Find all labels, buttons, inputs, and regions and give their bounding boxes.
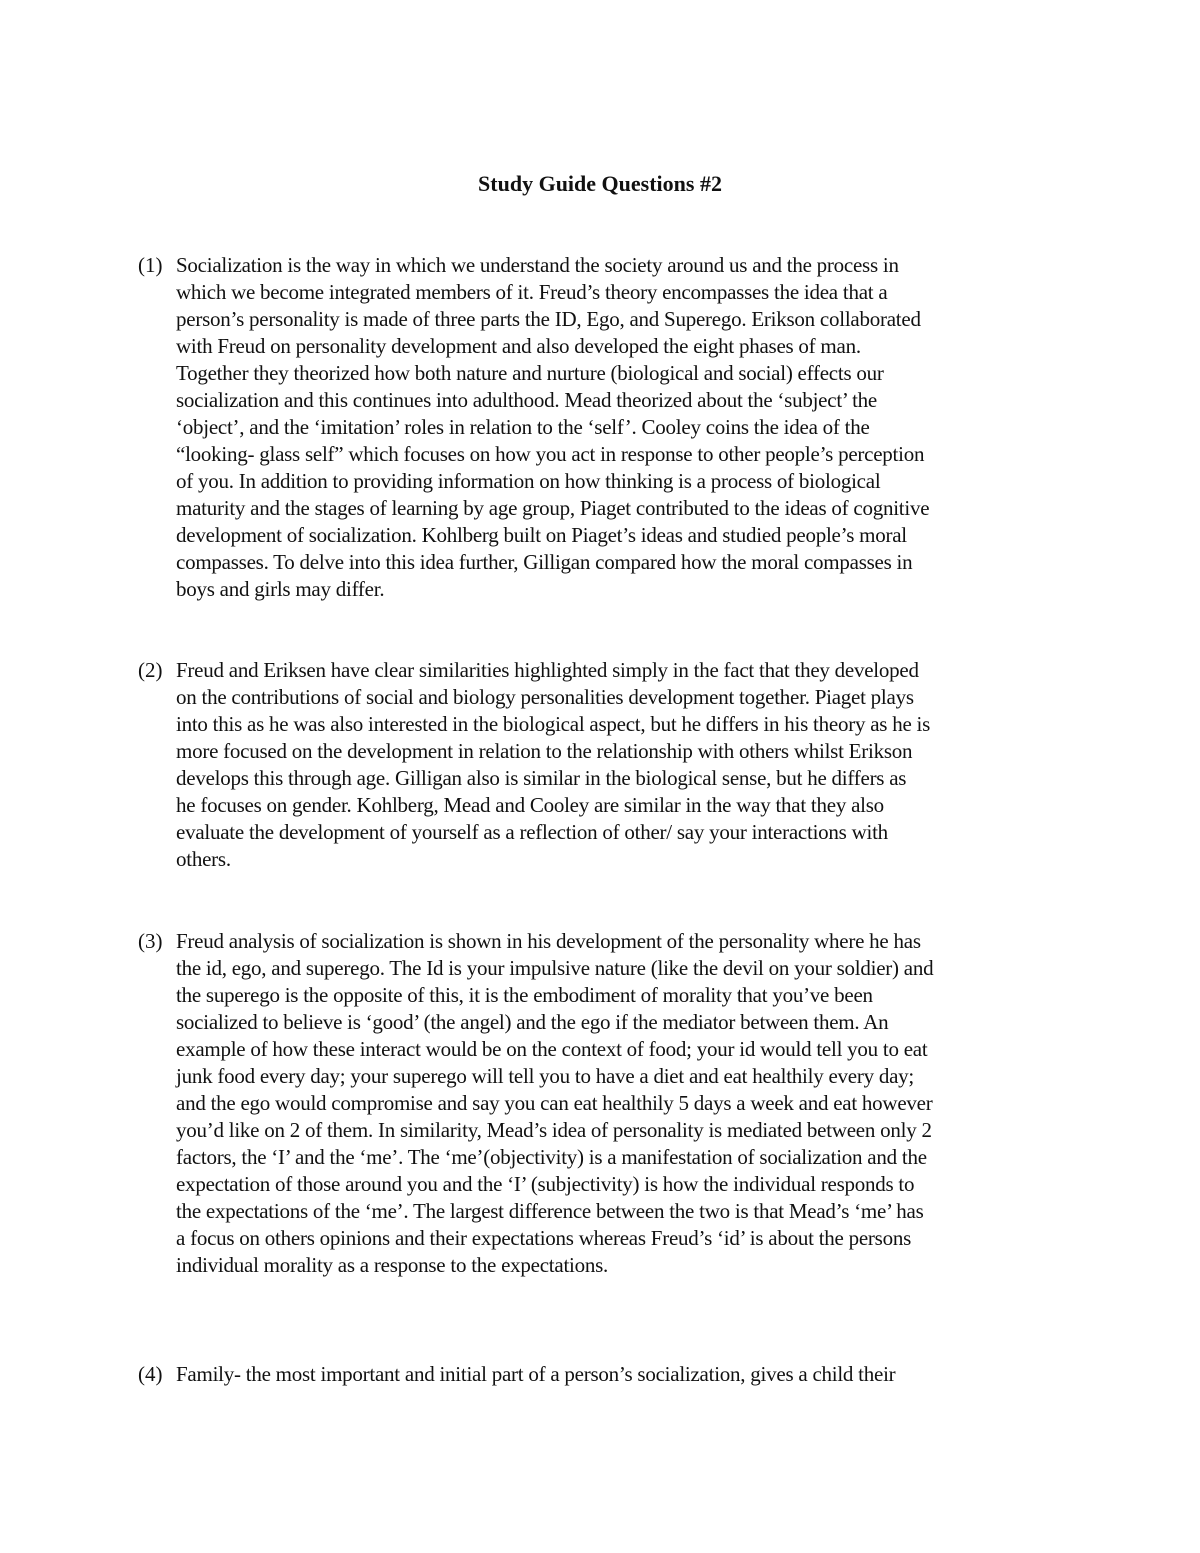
text-line: evaluate the development of yourself as a reflection of other/ say your interactions with <box>176 820 888 844</box>
text-line: socialization and this continues into adulthood. Mead theorized about the ‘subject’ the <box>176 388 877 412</box>
text-line: boys and girls may differ. <box>176 577 385 601</box>
text-line: compasses. To delve into this idea further, Gilligan compared how the moral compasses in <box>176 550 913 574</box>
text-line: into this as he was also interested in the biological aspect, but he differs in his theory as he is <box>176 712 931 736</box>
text-line: Freud and Eriksen have clear similarities highlighted simply in the fact that they developed <box>176 658 919 682</box>
question-3 <box>138 928 1066 1279</box>
text-line: he focuses on gender. Kohlberg, Mead and Cooley are similar in the way that they also <box>176 793 884 817</box>
question-number: (3) <box>138 929 163 953</box>
text-line: socialized to believe is ‘good’ (the angel) and the ego if the mediator between them. An <box>176 1010 889 1034</box>
page-title: Study Guide Questions #2 <box>478 171 722 196</box>
question-4 <box>138 1361 1066 1388</box>
text-line: individual morality as a response to the expectations. <box>176 1253 609 1277</box>
text-line: Together they theorized how both nature and nurture (biological and social) effects our <box>176 361 884 385</box>
question-1 <box>138 252 1066 603</box>
text-line: with Freud on personality development and also developed the eight phases of man. <box>176 334 861 358</box>
text-line: the superego is the opposite of this, it is the embodiment of morality that you’ve been <box>176 983 873 1007</box>
question-number: (4) <box>138 1362 163 1386</box>
text-line: develops this through age. Gilligan also is similar in the biological sense, but he differs as <box>176 766 907 790</box>
text-line: “looking- glass self” which focuses on how you act in response to other people’s perception <box>176 442 925 466</box>
question-2 <box>138 657 1066 873</box>
answer-text <box>176 657 1066 873</box>
text-line: and the ego would compromise and say you can eat healthily 5 days a week and eat however <box>176 1091 933 1115</box>
text-line: on the contributions of social and biology personalities development together. Piaget plays <box>176 685 914 709</box>
text-line: factors, the ‘I’ and the ‘me’. The ‘me’(objectivity) is a manifestation of socialization and the <box>176 1145 927 1169</box>
text-line: Socialization is the way in which we understand the society around us and the process in <box>176 253 899 277</box>
text-line: Freud analysis of socialization is shown in his development of the personality where he has <box>176 929 921 953</box>
text-line: development of socialization. Kohlberg built on Piaget’s ideas and studied people’s moral <box>176 523 907 547</box>
text-line: example of how these interact would be on the context of food; your id would tell you to eat <box>176 1037 928 1061</box>
text-line: of you. In addition to providing information on how thinking is a process of biological <box>176 469 881 493</box>
text-line: the expectations of the ‘me’. The largest difference between the two is that Mead’s ‘me’ has <box>176 1199 924 1223</box>
text-line: you’d like on 2 of them. In similarity, Mead’s idea of personality is mediated between only 2 <box>176 1118 932 1142</box>
text-line: Family- the most important and initial part of a person’s socialization, gives a child their <box>176 1362 896 1386</box>
text-line: junk food every day; your superego will tell you to have a diet and eat healthily every day; <box>176 1064 915 1088</box>
answer-text <box>176 1361 1066 1388</box>
answer-text <box>176 252 1066 603</box>
question-number: (1) <box>138 253 163 277</box>
text-line: ‘object’, and the ‘imitation’ roles in relation to the ‘self’. Cooley coins the idea of the <box>176 415 870 439</box>
text-line: which we become integrated members of it. Freud’s theory encompasses the idea that a <box>176 280 888 304</box>
text-line: maturity and the stages of learning by age group, Piaget contributed to the ideas of cognitive <box>176 496 930 520</box>
text-line: expectation of those around you and the ‘I’ (subjectivity) is how the individual responds to <box>176 1172 915 1196</box>
text-line: a focus on others opinions and their expectations whereas Freud’s ‘id’ is about the persons <box>176 1226 912 1250</box>
text-line: person’s personality is made of three parts the ID, Ego, and Superego. Erikson collaborated <box>176 307 921 331</box>
answer-text <box>176 928 1066 1279</box>
text-line: others. <box>176 847 231 871</box>
text-line: the id, ego, and superego. The Id is your impulsive nature (like the devil on your soldier) and <box>176 956 934 980</box>
text-line: more focused on the development in relation to the relationship with others whilst Erikson <box>176 739 913 763</box>
question-number: (2) <box>138 658 163 682</box>
